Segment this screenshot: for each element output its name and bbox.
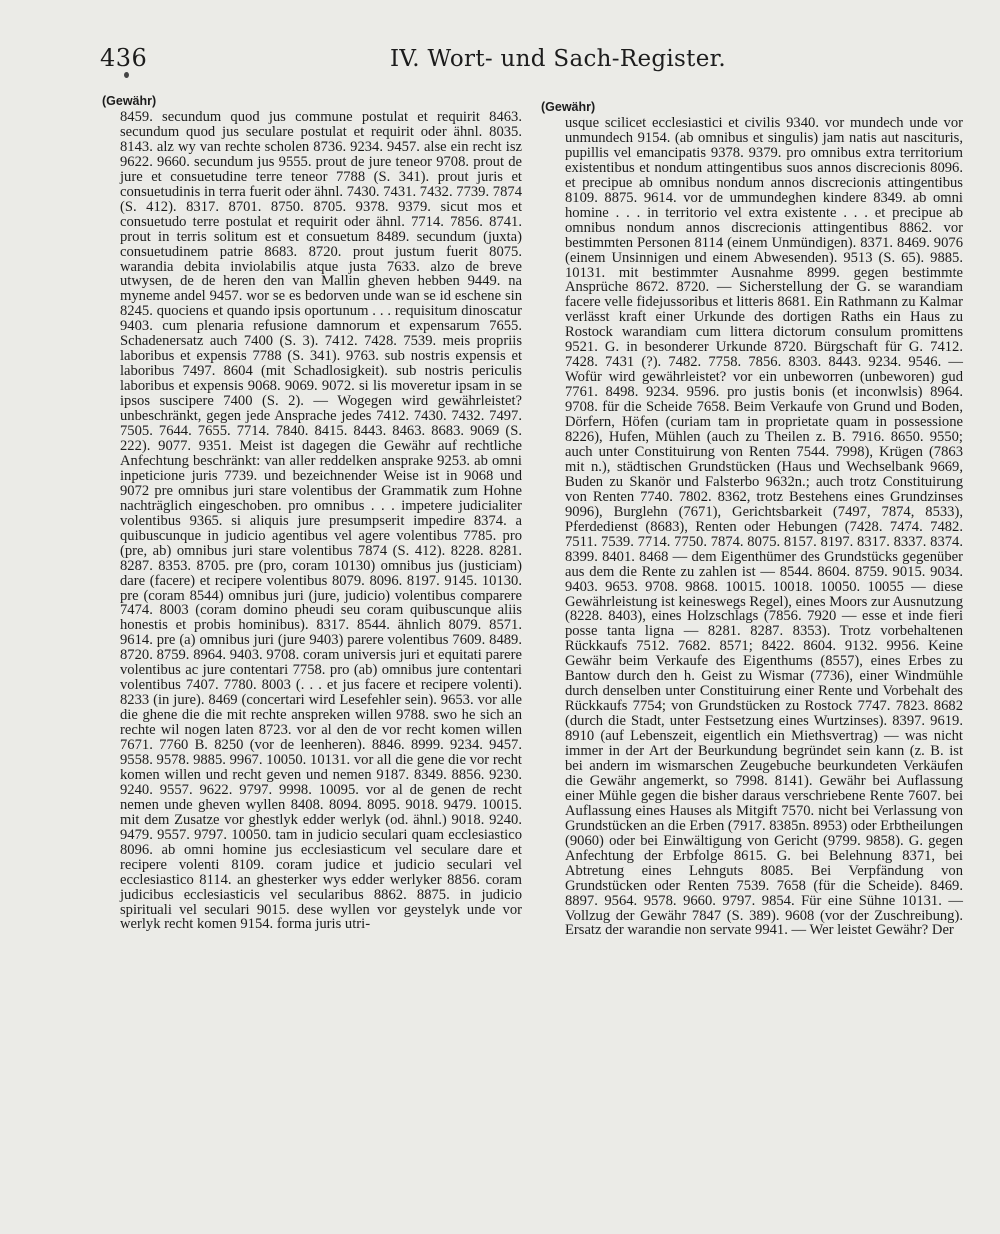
left-column-heading: (Gewähr) xyxy=(102,94,157,108)
page-header xyxy=(100,44,960,84)
right-column-heading: (Gewähr) xyxy=(541,100,596,114)
left-column xyxy=(104,94,522,932)
right-column xyxy=(543,100,963,938)
page-number: 436 xyxy=(100,44,148,72)
left-column-text: 8459. secundum quod jus commune postulat et requirit 8463. secundum quod jus seculare postulat et requirit oder ähnl. 8035. 8143. alz wy van rechte scholen 8736. 9234. 9457. alse ein recht isz 9622. 9660. secundum jus 9555. prout de jure teneor 9708. prout de jure et consuetudine terre teneor 7788 (S. 341). prout juris et consuetudinis in terra fuerit oder ähnl. 7430. 7431. 7432. 7739. 7874 (S. 412). 8317. 8701. 8750. 8705. 9378. 9379. sicut mos et consuetudo terre postulat et requirit oder ähnl. 7714. 7856. 8741. prout in terris solitum est et consuetum 8489. secundum (juxta) consuetudinem patrie 8683. 8720. prout justum fuerit 8075. warandia debita inviolabilis atque justa 7633. alzo de breve utwysen, de de heren den van Mallin gheven hebben 9449. na myneme andel 9457. wor se es bedorven unde wan se id eschene sin 8245. quociens et quando ipsis oportunum . . . requisitum dinoscatur 9403. cum plenaria refusione damnorum et expensarum 7655. Schadenersatz auch 7400 (S. 3). 7412. 7428. 7539. meis propriis laboribus et expensis 7788 (S. 341). 9763. sub nostris expensis et laboribus 7497. 8604 (mit Schadlosigkeit). sub nostris periculis laboribus et expensis 9068. 9069. 9072. si lis moveretur ipsam in se ipsos suscipere 7400 (S. 2). — Wogegen wird gewährleistet? unbeschränkt, gegen jede Ansprache jedes 7412. 7430. 7432. 7497. 7505. 7644. 7655. 7714. 7840. 8415. 8443. 8463. 8683. 9069 (S. 222). 9077. 9351. Meist ist dagegen die Gewähr auf rechtliche Anfechtung beschränkt: van aller reddelken ansprake 9253. ab omni inpeticione juris 7739. und bezeichnender Weise ist in 9068 und 9072 pre omnibus juri stare volentibus der Grammatik zum Hohne nachträglich eingeschoben. pro omnibus . . . impetere judicialiter volentibus 9365. si aliquis jure presumpserit impedire 8374. a quibuscunque in judicio agentibus vel agere volentibus 7785. pro (pre, ab) omnibus juri stare volentibus 7874 (S. 412). 8228. 8281. 8287. 8353. 8705. pre (pro, coram 10130) omnibus jus (justiciam) dare (facere) et recipere volentibus 8079. 8096. 8197. 9145. 10130. pre (coram 8544) omnibus juri (jure, judicio) volentibus comparere 7474. 8003 (coram domino pheudi seu coram quibuscunque aliis honestis et probis hominibus). 8317. 8544. ähnlich 8079. 8571. 9614. pre (a) omnibus juri (jure 9403) parere volentibus 7609. 8489. 8720. 8759. 8964. 9403. 9708. coram universis juri et equitati parere volentibus ac jure contentari 7758. pro (ab) omnibus jure contentari volentibus 7407. 7780. 8003 (. . . et jus facere et recipere volenti). 8233 (in jure). 8469 (concertari wird Lesefehler sein). 9653. vor alle die ghene die die mit rechte anspreken willen 9788. swo he sich an rechte wil nogen laten 8723. vor al den de vor recht komen willen 7671. 7760 B. 8250 (vor de leenheren). 8846. 8999. 9234. 9457. 9558. 9578. 9885. 9967. 10050. 10131. vor all die gene die vor recht komen willen und recht geven und nemen 9187. 8349. 8856. 9230. 9240. 9557. 9622. 9797. 9998. 10095. vor al de genen de recht nemen unde gheven wyllen 8408. 8094. 8095. 9018. 9479. 10015. mit dem Zusatze vor ghestlyk edder werlyk (od. ähnl.) 9018. 9240. 9479. 9557. 9797. 10050. tam in judicio seculari quam ecclesiastico 8096. ab omni homine jus ecclesiasticum vel seculare dare et recipere volenti 8109. coram judice et judicio seculari vel ecclesiastico 8114. an ghesterker wys edder werlyker 8856. coram judicibus ecclesiasticis vel secularibus 8862. 8875. in judicio spirituali vel seculari 9015. dese wyllen vor geystelyk unde vor werlyk recht komen 9154. forma juris utri- xyxy=(120,109,522,933)
ink-dot xyxy=(124,72,129,78)
right-column-text: usque scilicet ecclesiastici et civilis 9340. vor mundech unde vor unmundech 9154. (ab omnibus et singulis) jam natis aut nascituris, pupillis vel emancipatis 9378. 9379. pro omnibus extra territorium existentibus et nondum attingentibus suos annos discrecionis 8096. et precipue ab omnibus nondum annos discrecionis attingentibus 8109. 8875. 9614. vor de ummundeghen kindere 8349. ab omni homine . . . in territorio vel extra existente . . . et precipue ab omnibus nondum annos discrecionis attingentibus 8862. vor bestimmten Personen 8114 (einem Unmündigen). 8371. 8469. 9076 (einem Unsinnigen und einem Abwesenden). 9513 (S. 65). 9885. 10131. mit bestimmter Ausnahme 8999. gegen bestimmte Ansprüche 8672. 8720. — Sicherstellung der G. se warandiam facere velle fidejussoribus et litteris 8681. Ein Rathmann zu Kalmar verlässt kraft einer Urkunde des dortigen Raths ein Haus zu Rostock warandiam cum littera dictorum consulum promittens 9521. G. in besonderer Urkunde 8720. Bürgschaft für G. 7412. 7428. 7431 (?). 7482. 7758. 7856. 8303. 8443. 9234. 9546. — Wofür wird gewährleistet? vor ein unbeworren (unbeworen) gud 7761. 8498. 9234. 9596. pro justis bonis (et inconwlsis) 8964. 9708. für die Scheide 7658. Beim Verkaufe von Grund und Boden, Dörfern, Höfen (curiam tam in proprietate quam in possessione 8226), Hufen, Mühlen (auch zu Theilen z. B. 7916. 8650. 9550; auch unter Constituirung von Renten 7544. 7998), Krügen (7863 mit n.), städtischen Grundstücken (Haus und Wechselbank 9669, Buden zu Skanör und Falsterbo 9632n.; auch trotz Constituirung von Renten 7740. 7802. 8362, trotz Bestehens eines Grundzinses 9096), Burglehn (7671), Gerichtsbarkeit (7497, 7874, 8533), Pferdedienst (8683), Renten oder Hebungen (7428. 7474. 7482. 7511. 7539. 7714. 7750. 7874. 8075. 8157. 8197. 8317. 8337. 8374. 8399. 8401. 8468 — dem Eigenthümer des Grundstücks gegenüber aus dem die Rente zu zahlen ist — 8544. 8604. 8759. 9015. 9034. 9403. 9653. 9708. 9868. 10015. 10018. 10050. 10055 — diese Gewährleistung ist keineswegs Regel), eines Moors zur Ausnutzung (8228. 8403), eines Holzschlags (7856. 7920 — esse et inde fieri posse tanta ligna — 8281. 8287. 8353). Trotz vorbehaltenen Rückkaufs 7512. 7682. 8571; 8422. 8604. 9132. 9956. Keine Gewähr beim Verkaufe des Eigenthums (8557), eines Erbes zu Bantow durch den h. Geist zu Wismar (7736), einer Windmühle durch denselben unter Constituirung einer Rente und Vorbehalt des Rückkaufs 7754; von Grundstücken zu Rostock 7747. 7823. 8682 (durch die Stadt, unter Festsetzung eines Wurtzinses). 8397. 9619. 8910 (auf Lebenszeit, eigentlich ein Miethsvertrag) — was nicht immer in der Art der Beurkundung begründet sein kann (z. B. ist bei andern im wismarschen Zeugebuche beurkundeten Verkäufen die Gewähr angemerkt, so 7998. 8141). Gewähr bei Auflassung einer Mühle gegen die bisher daraus verschriebene Rente 7607. bei Auflassung eines Hauses als Mitgift 7570. nicht bei Verlassung von Grundstücken an die Erben (7917. 8385n. 8953) oder Erbtheilungen (9060) oder bei Einwältigung von Gericht (9799. 9858). G. gegen Anfechtung der Erbfolge 8615. G. bei Belehnung 8371, bei Abtretung eines Lehnguts 8085. Bei Verpfändung von Grundstücken oder Renten 7539. 7658 (für die Scheide). 8469. 8897. 9564. 9578. 9660. 9797. 9854. Für eine Sühne 10131. — Vollzug der Gewähr 7847 (S. 389). 9608 (vor der Zuschreibung). Ersatz der warandie non servate 9941. — Wer leistet Gewähr? Der xyxy=(565,115,964,939)
running-title: IV. Wort- und Sach-Register. xyxy=(390,46,726,72)
